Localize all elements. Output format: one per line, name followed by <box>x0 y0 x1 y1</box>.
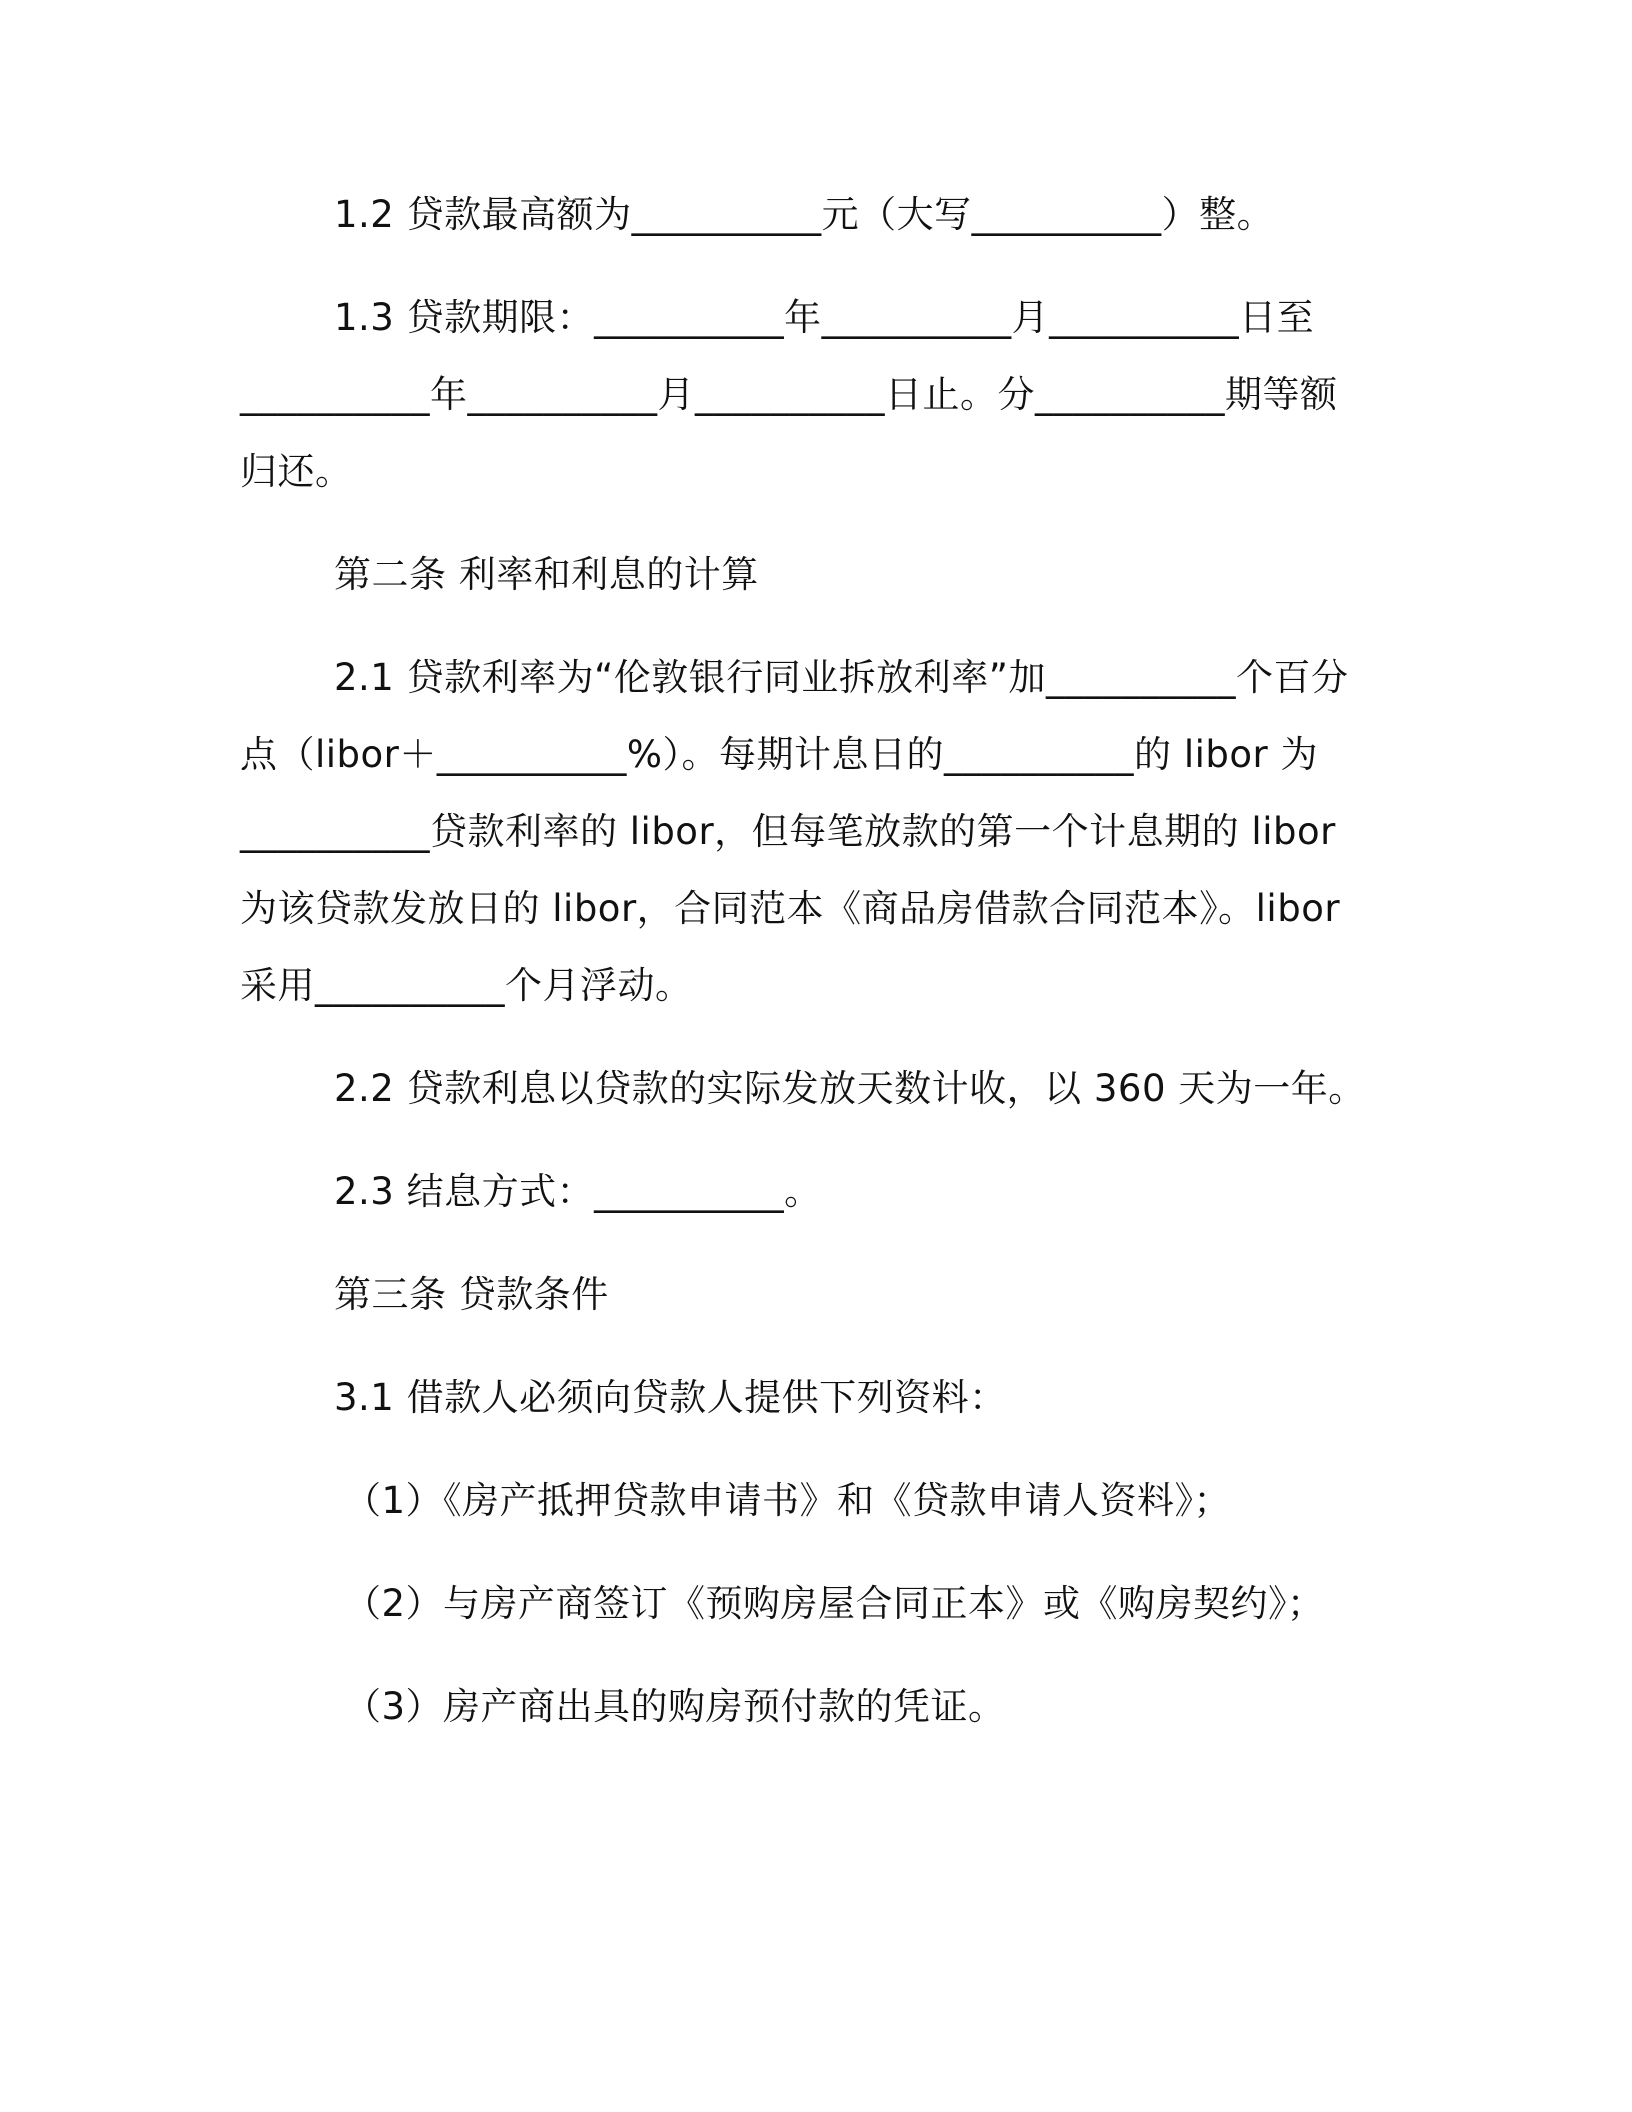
clause-3-1: 3.1 借款人必须向贷款人提供下列资料： <box>334 1376 1007 1419</box>
clause-2-1: 2.1 贷款利率为“伦敦银行同业拆放利率”加__________个百分点（libor＋__________%）。每期计息日的__________的 libor 为__________贷款利率的 libor，但每笔放款的第一个计息期的 libor 为该贷款发放日的 libor，合同范本《商品房借款合同范本》。libor 采用__________个月浮动。 <box>240 656 1349 1007</box>
list-item: （3）房产商出具的购房预付款的凭证。 <box>344 1685 1006 1728</box>
list-item: （2）与房产商签订《预购房屋合同正本》或《购房契约》； <box>344 1582 1325 1625</box>
clause-2-2: 2.2 贷款利息以贷款的实际发放天数计收，以 360 天为一年。 <box>334 1067 1366 1110</box>
clause-1-2: 1.2 贷款最高额为__________元（大写__________）整。 <box>334 193 1275 236</box>
clause-2-3: 2.3 结息方式：__________。 <box>334 1170 822 1213</box>
article-3-heading: 第三条 贷款条件 <box>334 1273 609 1316</box>
list-item: （1）《房产抵押贷款申请书》和《贷款申请人资料》； <box>344 1479 1232 1522</box>
article-2-heading: 第二条 利率和利息的计算 <box>334 553 759 596</box>
document-body <box>240 176 1366 1745</box>
clause-1-3: 1.3 贷款期限：__________年__________月__________日至__________年__________月__________日止。分__________期等额归还。 <box>240 296 1338 493</box>
